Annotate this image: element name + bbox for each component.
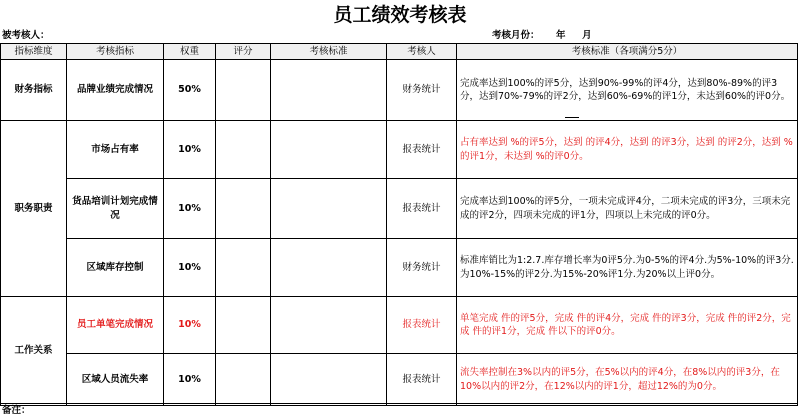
- standard-cell[interactable]: [271, 239, 387, 297]
- criteria-cell: 完成率达到100%的评5分，达到90%-99%的评4分，达到80%-89%的评3分，达到70%-79%的评2分，达到60%-69%的评1分，未达到60%的评0分。: [457, 60, 798, 121]
- assessor-cell: 报表统计: [387, 297, 457, 354]
- table-row: [1, 297, 798, 354]
- score-cell[interactable]: [216, 239, 271, 297]
- header-weight: 权重: [164, 44, 216, 60]
- standard-cell[interactable]: [271, 179, 387, 239]
- score-cell[interactable]: [216, 297, 271, 354]
- criteria-cell: 标准库销比为1:2.7.库存增长率为0评5分.为0-5%的评4分.为5%-10%的评3分.为10%-15%的评2分.为15%-20%评1分.为20%以上评0分。: [457, 239, 798, 297]
- weight-cell: 10%: [164, 239, 216, 297]
- criteria-cell: 占有率达到 %的评5分，达到 的评4分，达到 的评3分，达到 的评2分，达到 %的评1分，未达到 %的评0分。: [457, 121, 798, 179]
- table-row: [1, 239, 798, 297]
- weight-cell: 10%: [164, 354, 216, 406]
- assessor-cell: 财务统计: [387, 60, 457, 121]
- score-cell[interactable]: [216, 121, 271, 179]
- page-title: 员工绩效考核表: [333, 4, 467, 26]
- score-cell[interactable]: [216, 60, 271, 121]
- table-row: [1, 354, 798, 406]
- indicator-cell: 品牌业绩完成情况: [67, 60, 164, 121]
- footer-notes-label: 备注：: [0, 403, 797, 417]
- criteria-cell: 单笔完成 件的评5分，完成 件的评4分，完成 件的评3分，完成 件的评2分，完成 件的评1分，完成 件以下的评0分。: [457, 297, 798, 354]
- table-row: [1, 179, 798, 239]
- standard-cell[interactable]: [271, 297, 387, 354]
- indicator-cell: 区域库存控制: [67, 239, 164, 297]
- assessor-cell: 报表统计: [387, 179, 457, 239]
- header-score: 评分: [216, 44, 271, 60]
- header-indicator: 考核指标: [67, 44, 164, 60]
- table-row: [1, 60, 798, 121]
- standard-cell[interactable]: [271, 121, 387, 179]
- separator-dash: [565, 117, 579, 118]
- weight-cell: 10%: [164, 121, 216, 179]
- header-standard: 考核标准: [271, 44, 387, 60]
- assessor-cell: 财务统计: [387, 239, 457, 297]
- indicator-cell: 员工单笔完成情况: [67, 297, 164, 354]
- criteria-cell: 完成率达到100%的评5分，一项未完成评4分，二项未完成的评3分，三项未完成的评2分，四项未完成的评1分，四项以上未完成的评0分。: [457, 179, 798, 239]
- indicator-cell: 货品培训计划完成情况: [67, 179, 164, 239]
- assessor-cell: 报表统计: [387, 354, 457, 406]
- indicator-cell: 区域人员流失率: [67, 354, 164, 406]
- header-assessor: 考核人: [387, 44, 457, 60]
- table-header-row: [1, 44, 798, 60]
- dimension-cell: 职务职责: [1, 121, 67, 297]
- assessment-month-label: 考核月份： 年 月: [492, 30, 592, 41]
- indicator-cell: 市场占有率: [67, 121, 164, 179]
- performance-table: [0, 43, 798, 406]
- weight-cell: 50%: [164, 60, 216, 121]
- criteria-cell: 流失率控制在3%以内的评5分，在5%以内的评4分，在8%以内的评3分，在10%以内的评2分，在12%以内的评1分，超过12%的为0分。: [457, 354, 798, 406]
- dimension-cell: 工作关系: [1, 297, 67, 406]
- weight-cell: 10%: [164, 297, 216, 354]
- assessor-cell: 报表统计: [387, 121, 457, 179]
- score-cell[interactable]: [216, 179, 271, 239]
- assessee-label: 被考核人：: [2, 30, 50, 41]
- header-dimension: 指标维度: [1, 44, 67, 60]
- header-criteria: 考核标准（各项满分5分）: [457, 44, 798, 60]
- standard-cell[interactable]: [271, 60, 387, 121]
- standard-cell[interactable]: [271, 354, 387, 406]
- dimension-cell: 财务指标: [1, 60, 67, 121]
- score-cell[interactable]: [216, 354, 271, 406]
- weight-cell: 10%: [164, 179, 216, 239]
- table-row: [1, 121, 798, 179]
